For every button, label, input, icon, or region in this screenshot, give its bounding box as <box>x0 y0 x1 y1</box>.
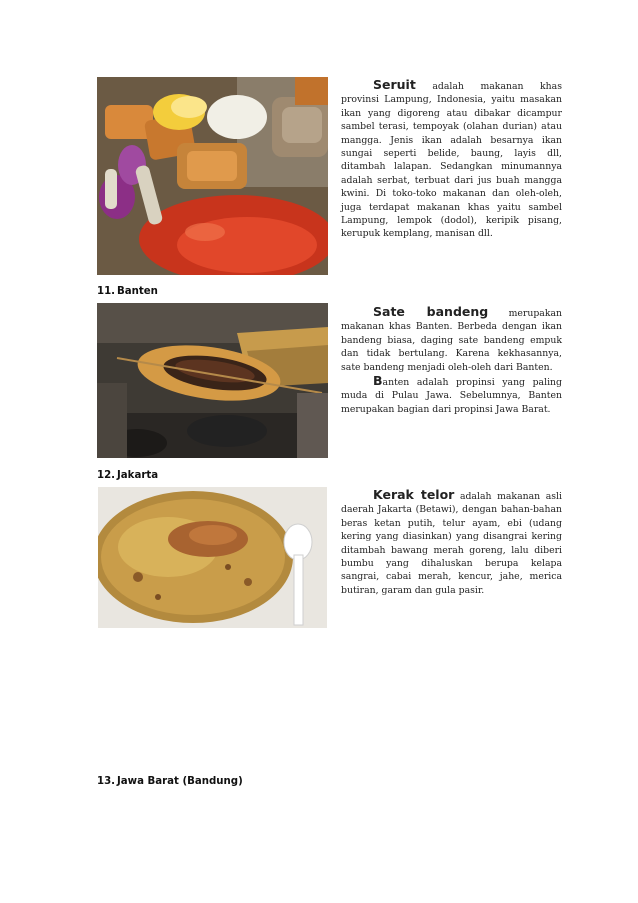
section-heading-banten <box>97 286 158 297</box>
kerak-telor-description: adalah makanan asli daerah Jakarta (Betawi), dengan bahan-bahan beras ketan putih, telur ayam, ebi (udang kering yang diasinkan) yang disangrai kering ditambah bawang merah goreng, lalu diberi bumbu yang dihaluskan berupa kelapa sangrai, cabai merah, kencur, jahe, merica butiran, garam dan gula pasir. <box>341 491 562 596</box>
seruit-term: Seruit <box>373 77 416 92</box>
section-title: Jakarta <box>117 470 159 481</box>
sate-bandeng-term: Sate bandeng <box>373 304 489 319</box>
banten-paragraph <box>341 374 562 416</box>
seruit-photo <box>97 77 328 275</box>
kerak-telor-term: Kerak telor <box>373 487 455 502</box>
section-title: Banten <box>117 286 158 297</box>
section-heading-jakarta <box>97 470 158 481</box>
seruit-paragraph <box>341 78 562 241</box>
sate-bandeng-paragraph <box>341 305 562 374</box>
section-heading-jawa-barat <box>97 776 243 787</box>
banten-dropcap: B <box>373 373 383 388</box>
section-title: Jawa Barat (Bandung) <box>117 776 243 787</box>
section-number: 11. <box>97 286 116 297</box>
kerak-telor-paragraph <box>341 488 562 597</box>
kerak-telor-photo <box>98 487 327 628</box>
section-number: 13. <box>97 776 116 787</box>
seruit-description: adalah makanan khas provinsi Lampung, Indonesia, yaitu masakan ikan yang digoreng atau dibakar dicampur sambel terasi, tempoyak (olahan durian) atau mangga. Jenis ikan adalah besarnya ikan sungai seperti belide, baung, layis dll, ditambah lalapan. Sedangkan minumannya adalah serbat, terbuat dari jus buah mangga kwini. Di toko-toko makanan dan oleh-oleh, juga terdapat makanan khas yaitu sambel Lampung, lempok (dodol), keripik pisang, kerupuk kemplang, manisan dll. <box>341 81 562 240</box>
sate-bandeng-photo <box>97 303 328 458</box>
sate-bandeng-description: merupakan makanan khas Banten. Berbeda dengan ikan bandeng biasa, daging sate bandeng empuk dan tidak bertulang. Karena kekhasannya, sate bandeng menjadi oleh-oleh dari Banten. <box>341 308 562 373</box>
banten-description: anten adalah propinsi yang paling muda di Pulau Jawa. Sebelumnya, Banten merupakan bagian dari propinsi Jawa Barat. <box>341 377 562 415</box>
section-number: 12. <box>97 470 116 481</box>
